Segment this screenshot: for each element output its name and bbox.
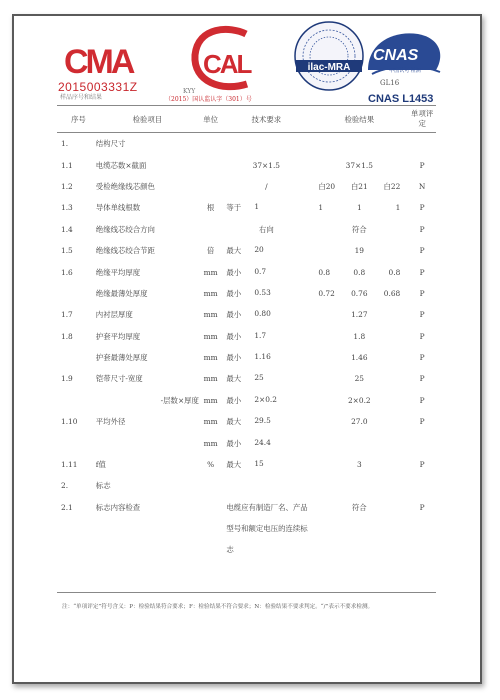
cnas-accreditation-number: CNAS L1453: [368, 93, 434, 105]
row-test-result: [310, 219, 408, 240]
requirement-value: 电缆应有制造厂名、产品型号和额定电压的连续标志: [226, 502, 308, 554]
cal-certificate-caption: （2015）国认监认字（301）号: [165, 96, 252, 103]
row-serial-number: 1.5: [61, 246, 73, 256]
requirement-operator: 最小: [226, 353, 242, 363]
result-value: 1: [356, 203, 362, 213]
requirement-value: 37×1.5: [252, 160, 280, 170]
row-test-result: [310, 390, 408, 411]
row-technical-requirement: [222, 261, 310, 282]
row-single-verdict: P: [419, 331, 425, 341]
row-unit: [199, 475, 222, 496]
row-test-item: 导体单线根数: [95, 203, 141, 213]
requirement-value: 0.7: [254, 266, 267, 276]
row-test-item: 护套平均厚度: [95, 331, 141, 341]
row-unit: mm: [203, 331, 218, 341]
result-value: 白22: [383, 181, 401, 191]
cma-logo-text: CMA: [64, 43, 133, 81]
table-row: [57, 390, 436, 411]
row-serial-number: 1.2: [61, 181, 73, 191]
row-test-item: 铠带尺寸-宽度: [95, 374, 143, 384]
row-test-result: [310, 176, 408, 197]
row-unit: mm: [203, 288, 218, 298]
requirement-pair: [222, 352, 310, 363]
row-technical-requirement: [222, 133, 310, 155]
row-test-result: [310, 133, 408, 155]
requirement-value: 24.4: [254, 437, 271, 447]
row-technical-requirement: [222, 432, 310, 453]
row-technical-requirement: [222, 454, 310, 475]
row-single-verdict: P: [419, 246, 425, 256]
requirement-operator: 最大: [226, 460, 242, 470]
row-technical-requirement: [222, 176, 310, 197]
requirement-operator: 最小: [226, 267, 242, 277]
row-unit: mm: [203, 374, 218, 384]
row-unit: mm: [203, 353, 218, 363]
requirement-operator: 最大: [226, 417, 242, 427]
requirement-value: 0.53: [254, 287, 271, 297]
row-unit: %: [207, 460, 215, 470]
requirement-pair: [222, 373, 310, 384]
row-test-item: 护套最薄处厚度: [95, 353, 148, 363]
row-single-verdict: [408, 133, 436, 155]
result-value: 0.8: [318, 267, 331, 277]
requirement-operator: 最小: [226, 331, 242, 341]
cma-logo-icon: [64, 42, 135, 81]
row-technical-requirement: [222, 475, 310, 496]
row-serial-number: 2.: [61, 481, 69, 491]
requirement-pair: [222, 438, 310, 449]
row-serial-number: 1.1: [61, 160, 73, 170]
requirement-pair: [222, 288, 310, 299]
table-row: [57, 240, 436, 261]
table-row: [57, 411, 436, 432]
requirement-value: 20: [254, 245, 264, 255]
row-unit: [199, 133, 222, 155]
result-values: [310, 289, 408, 298]
requirement-operator: 最小: [226, 288, 242, 298]
row-test-item: 受检绝缘线芯颜色: [95, 181, 155, 191]
row-serial-number: [57, 347, 96, 368]
row-test-item: [96, 432, 199, 453]
table-row: [57, 283, 436, 304]
cal-logo-icon: [195, 29, 253, 86]
row-serial-number: 1.8: [61, 331, 73, 341]
header-single-verdict: 单项评定: [408, 106, 436, 133]
document-header-caption: 样品序号和结果: [60, 94, 103, 101]
row-single-verdict: N: [418, 181, 426, 191]
result-value: 0.8: [388, 267, 401, 277]
requirement-value: 1: [254, 202, 260, 212]
requirement-operator: 最小: [226, 395, 242, 405]
result-value: 37×1.5: [345, 160, 373, 170]
row-serial-number: [57, 432, 96, 453]
result-value: 2×0.2: [347, 395, 371, 405]
row-test-item: 绝缘最薄处厚度: [95, 288, 148, 298]
row-unit: mm: [203, 267, 218, 277]
verdict-legend-note: 注：“单项评定”符号含义：P：检验结果符合要求；F：检验结果不符合要求；N：检验结果不要求判定。“/”表示不要求检测。: [62, 604, 374, 610]
table-row: [57, 497, 436, 560]
row-single-verdict: P: [419, 502, 425, 512]
row-technical-requirement: [222, 197, 310, 218]
result-value: 19: [354, 246, 364, 256]
result-values: [310, 203, 408, 212]
result-value: 0.8: [353, 267, 366, 277]
result-value: 1.8: [353, 331, 366, 341]
row-technical-requirement: [222, 283, 310, 304]
requirement-value: 右向: [258, 224, 274, 234]
result-value: 1.27: [351, 310, 368, 320]
row-test-item: f值: [95, 460, 106, 470]
row-single-verdict: P: [419, 267, 425, 277]
row-single-verdict: P: [419, 417, 425, 427]
header-unit: 单位: [199, 106, 222, 133]
row-single-verdict: P: [419, 353, 425, 363]
row-test-result: [310, 454, 408, 475]
requirement-pair: [222, 331, 310, 342]
row-test-result: [310, 411, 408, 432]
row-unit: [199, 176, 222, 197]
result-value: 白21: [350, 181, 368, 191]
table-row: [57, 304, 436, 325]
result-value: 白20: [318, 181, 336, 191]
row-test-item: 电缆芯数×截面: [95, 160, 147, 170]
cnas-code: GL16: [380, 79, 400, 87]
row-test-result: [310, 497, 408, 560]
row-test-item: 平均外径: [95, 417, 126, 427]
table-row: [57, 197, 436, 218]
row-serial-number: 1.6: [61, 267, 73, 277]
row-unit: mm: [203, 438, 218, 448]
row-single-verdict: P: [419, 374, 425, 384]
row-single-verdict: P: [419, 460, 425, 470]
row-test-result: [310, 368, 408, 389]
requirement-value: 25: [254, 373, 264, 383]
row-technical-requirement: [222, 154, 310, 175]
requirement-value: 29.5: [254, 416, 271, 426]
row-technical-requirement: [222, 240, 310, 261]
row-unit: mm: [203, 310, 218, 320]
requirement-value: 1.7: [254, 330, 267, 340]
row-unit: mm: [203, 395, 218, 405]
cnas-logo-subtext: 中国认可 检测: [389, 68, 421, 74]
cnas-logo-icon: [368, 33, 440, 74]
requirement-pair: [222, 416, 310, 427]
row-test-item: 结构尺寸: [95, 139, 126, 149]
result-value: 1: [395, 203, 401, 213]
result-value: 25: [354, 374, 364, 384]
requirement-value: /: [265, 181, 268, 191]
row-technical-requirement: [222, 368, 310, 389]
table-row: [57, 176, 436, 197]
requirement-value: 0.80: [254, 309, 271, 319]
result-values: [310, 268, 408, 277]
cnas-logo-text: CNAS: [373, 47, 419, 64]
table-row: [57, 154, 436, 175]
row-technical-requirement: [222, 497, 310, 560]
row-single-verdict: P: [419, 288, 425, 298]
row-technical-requirement: [222, 390, 310, 411]
requirement-operator: 最大: [226, 246, 242, 256]
result-value: 0.76: [351, 288, 368, 298]
row-technical-requirement: [222, 219, 310, 240]
row-single-verdict: [408, 475, 436, 496]
requirement-operator: 等于: [226, 203, 242, 213]
ilac-mra-text: ilac-MRA: [307, 62, 351, 73]
row-test-result: [310, 432, 408, 453]
requirement-pair: [222, 267, 310, 278]
table-body: [57, 133, 436, 560]
row-serial-number: [57, 390, 96, 411]
table-row: [57, 368, 436, 389]
table-header-row: [57, 106, 436, 133]
requirement-operator: 最大: [226, 374, 242, 384]
requirement-value: 15: [254, 459, 264, 469]
requirement-pair: [222, 395, 310, 406]
row-single-verdict: [408, 432, 436, 453]
requirement-value: 1.16: [254, 352, 271, 362]
row-single-verdict: P: [419, 203, 425, 213]
row-test-item: 内衬层厚度: [95, 310, 133, 320]
requirement-pair: [222, 459, 310, 470]
table-row: [57, 432, 436, 453]
row-test-result: [310, 154, 408, 175]
table-row: [57, 454, 436, 475]
table-row: [57, 326, 436, 347]
requirement-pair: [222, 245, 310, 256]
row-serial-number: [57, 283, 96, 304]
row-test-result: [310, 326, 408, 347]
requirement-operator: 最小: [226, 310, 242, 320]
document-header-mid: KYY: [183, 88, 196, 95]
cma-certificate-number: 2015003331Z: [58, 80, 138, 94]
table-row: [57, 261, 436, 282]
row-unit: mm: [203, 417, 218, 427]
row-test-result: [310, 197, 408, 218]
requirement-pair: [222, 309, 310, 320]
row-serial-number: 1.9: [61, 374, 73, 384]
row-test-result: [310, 475, 408, 496]
row-technical-requirement: [222, 304, 310, 325]
row-serial-number: 1.4: [61, 224, 73, 234]
result-value: 1: [318, 203, 324, 213]
table-bottom-rule: [57, 592, 436, 593]
requirement-operator: 最小: [226, 438, 242, 448]
result-value: 符合: [351, 224, 367, 234]
row-test-item: 绝缘线芯绞合节距: [95, 246, 155, 256]
table-row: [57, 475, 436, 496]
row-unit: [199, 497, 222, 560]
header-test-result: 检验结果: [310, 106, 408, 133]
row-unit: [199, 219, 222, 240]
result-value: 0.72: [318, 288, 335, 298]
row-single-verdict: P: [419, 395, 425, 405]
row-test-result: [310, 347, 408, 368]
result-value: 3: [356, 460, 362, 470]
row-single-verdict: P: [419, 160, 425, 170]
row-test-result: [310, 261, 408, 282]
row-technical-requirement: [222, 326, 310, 347]
requirement-value: 2×0.2: [254, 394, 277, 404]
row-test-result: [310, 304, 408, 325]
header-test-item: 检验项目: [96, 106, 199, 133]
header-technical-requirement: 技术要求: [222, 106, 310, 133]
row-test-item: 绝缘平均厚度: [95, 267, 141, 277]
result-value: 0.68: [383, 288, 401, 298]
row-single-verdict: P: [419, 224, 425, 234]
row-serial-number: 1.3: [61, 203, 73, 213]
result-value: 1.46: [351, 353, 368, 363]
row-test-item: 绝缘线芯绞合方向: [95, 224, 155, 234]
inspection-results-table: [57, 105, 436, 560]
row-serial-number: 1.11: [61, 460, 78, 470]
header-serial-number: 序号: [57, 106, 96, 133]
result-value: 符合: [351, 502, 367, 512]
table-row: [57, 347, 436, 368]
row-serial-number: 1.7: [61, 310, 73, 320]
row-technical-requirement: [222, 347, 310, 368]
row-serial-number: 1.: [61, 139, 69, 149]
row-test-item: -层数×厚度: [160, 395, 199, 405]
requirement-pair: [222, 202, 310, 213]
row-test-result: [310, 240, 408, 261]
row-test-item: 标志: [95, 481, 111, 491]
result-values: [310, 181, 408, 192]
ilac-mra-seal-icon: [295, 22, 363, 90]
row-unit: 倍: [206, 246, 215, 256]
row-test-item: 标志内容检查: [95, 502, 141, 512]
row-serial-number: 1.10: [61, 417, 78, 427]
table-row: [57, 133, 436, 155]
row-unit: 根: [206, 203, 215, 213]
row-test-result: [310, 283, 408, 304]
cal-logo-text: CAL: [203, 49, 251, 79]
row-unit: [199, 154, 222, 175]
table-row: [57, 219, 436, 240]
row-serial-number: 2.1: [61, 502, 73, 512]
row-single-verdict: P: [419, 310, 425, 320]
result-value: 27.0: [351, 417, 368, 427]
row-technical-requirement: [222, 411, 310, 432]
